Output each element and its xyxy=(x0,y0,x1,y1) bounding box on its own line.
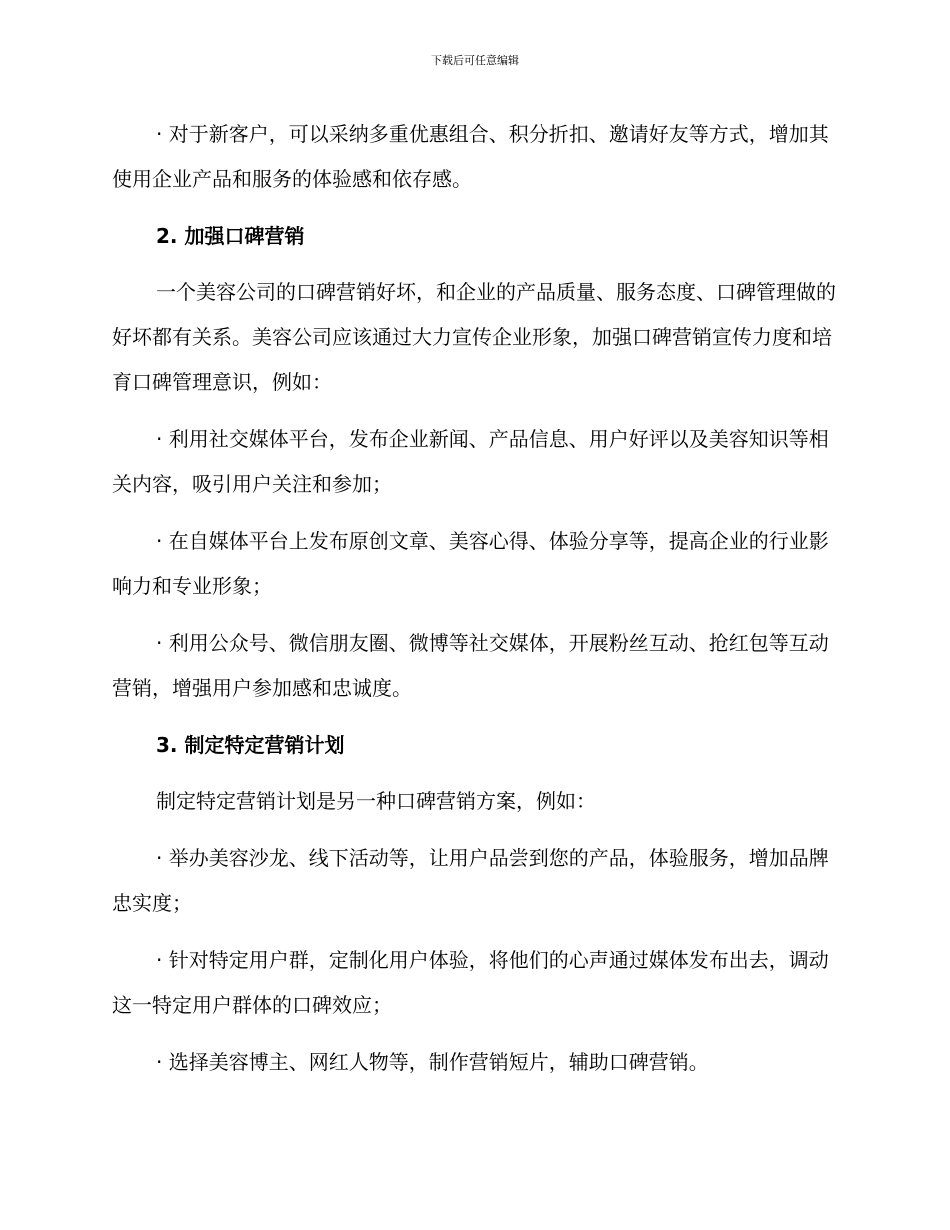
page-header: 下载后可任意编辑 xyxy=(431,54,519,67)
document-body xyxy=(112,112,836,1085)
section-heading-2: 2. 加强口碑营销 xyxy=(156,224,305,248)
bullet-new-customers: · 对于新客户，可以采纳多重优惠组合、积分折扣、邀请好友等方式，增加其使用企业产品和服务的体验感和依存感。 xyxy=(112,122,829,191)
bullet-influencers: · 选择美容博主、网红人物等，制作营销短片，辅助口碑营销。 xyxy=(156,1050,709,1074)
bullet-social-media: · 利用社交媒体平台，发布企业新闻、产品信息、用户好评以及美容知识等相关内容，吸引用户关注和参加； xyxy=(112,427,829,496)
paragraph-special-plan-intro: 制定特定营销计划是另一种口碑营销方案，例如： xyxy=(156,789,596,813)
bullet-salon-events: · 举办美容沙龙、线下活动等，让用户品尝到您的产品，体验服务，增加品牌忠实度； xyxy=(112,846,829,915)
bullet-self-media: · 在自媒体平台上发布原创文章、美容心得、体验分享等，提高企业的行业影响力和专业形象； xyxy=(112,529,829,598)
bullet-interactive-marketing: · 利用公众号、微信朋友圈、微博等社交媒体，开展粉丝互动、抢红包等互动营销，增强用户参加感和忠诚度。 xyxy=(112,631,829,700)
section-heading-3: 3. 制定特定营销计划 xyxy=(156,733,345,757)
paragraph-word-of-mouth-intro: 一个美容公司的口碑营销好坏，和企业的产品质量、服务态度、口碑管理做的好坏都有关系。美容公司应该通过大力宣传企业形象，加强口碑营销宣传力度和培育口碑管理意识，例如： xyxy=(112,280,836,394)
bullet-targeted-users: · 针对特定用户群，定制化用户体验，将他们的心声通过媒体发布出去，调动这一特定用户群体的口碑效应； xyxy=(112,948,829,1017)
